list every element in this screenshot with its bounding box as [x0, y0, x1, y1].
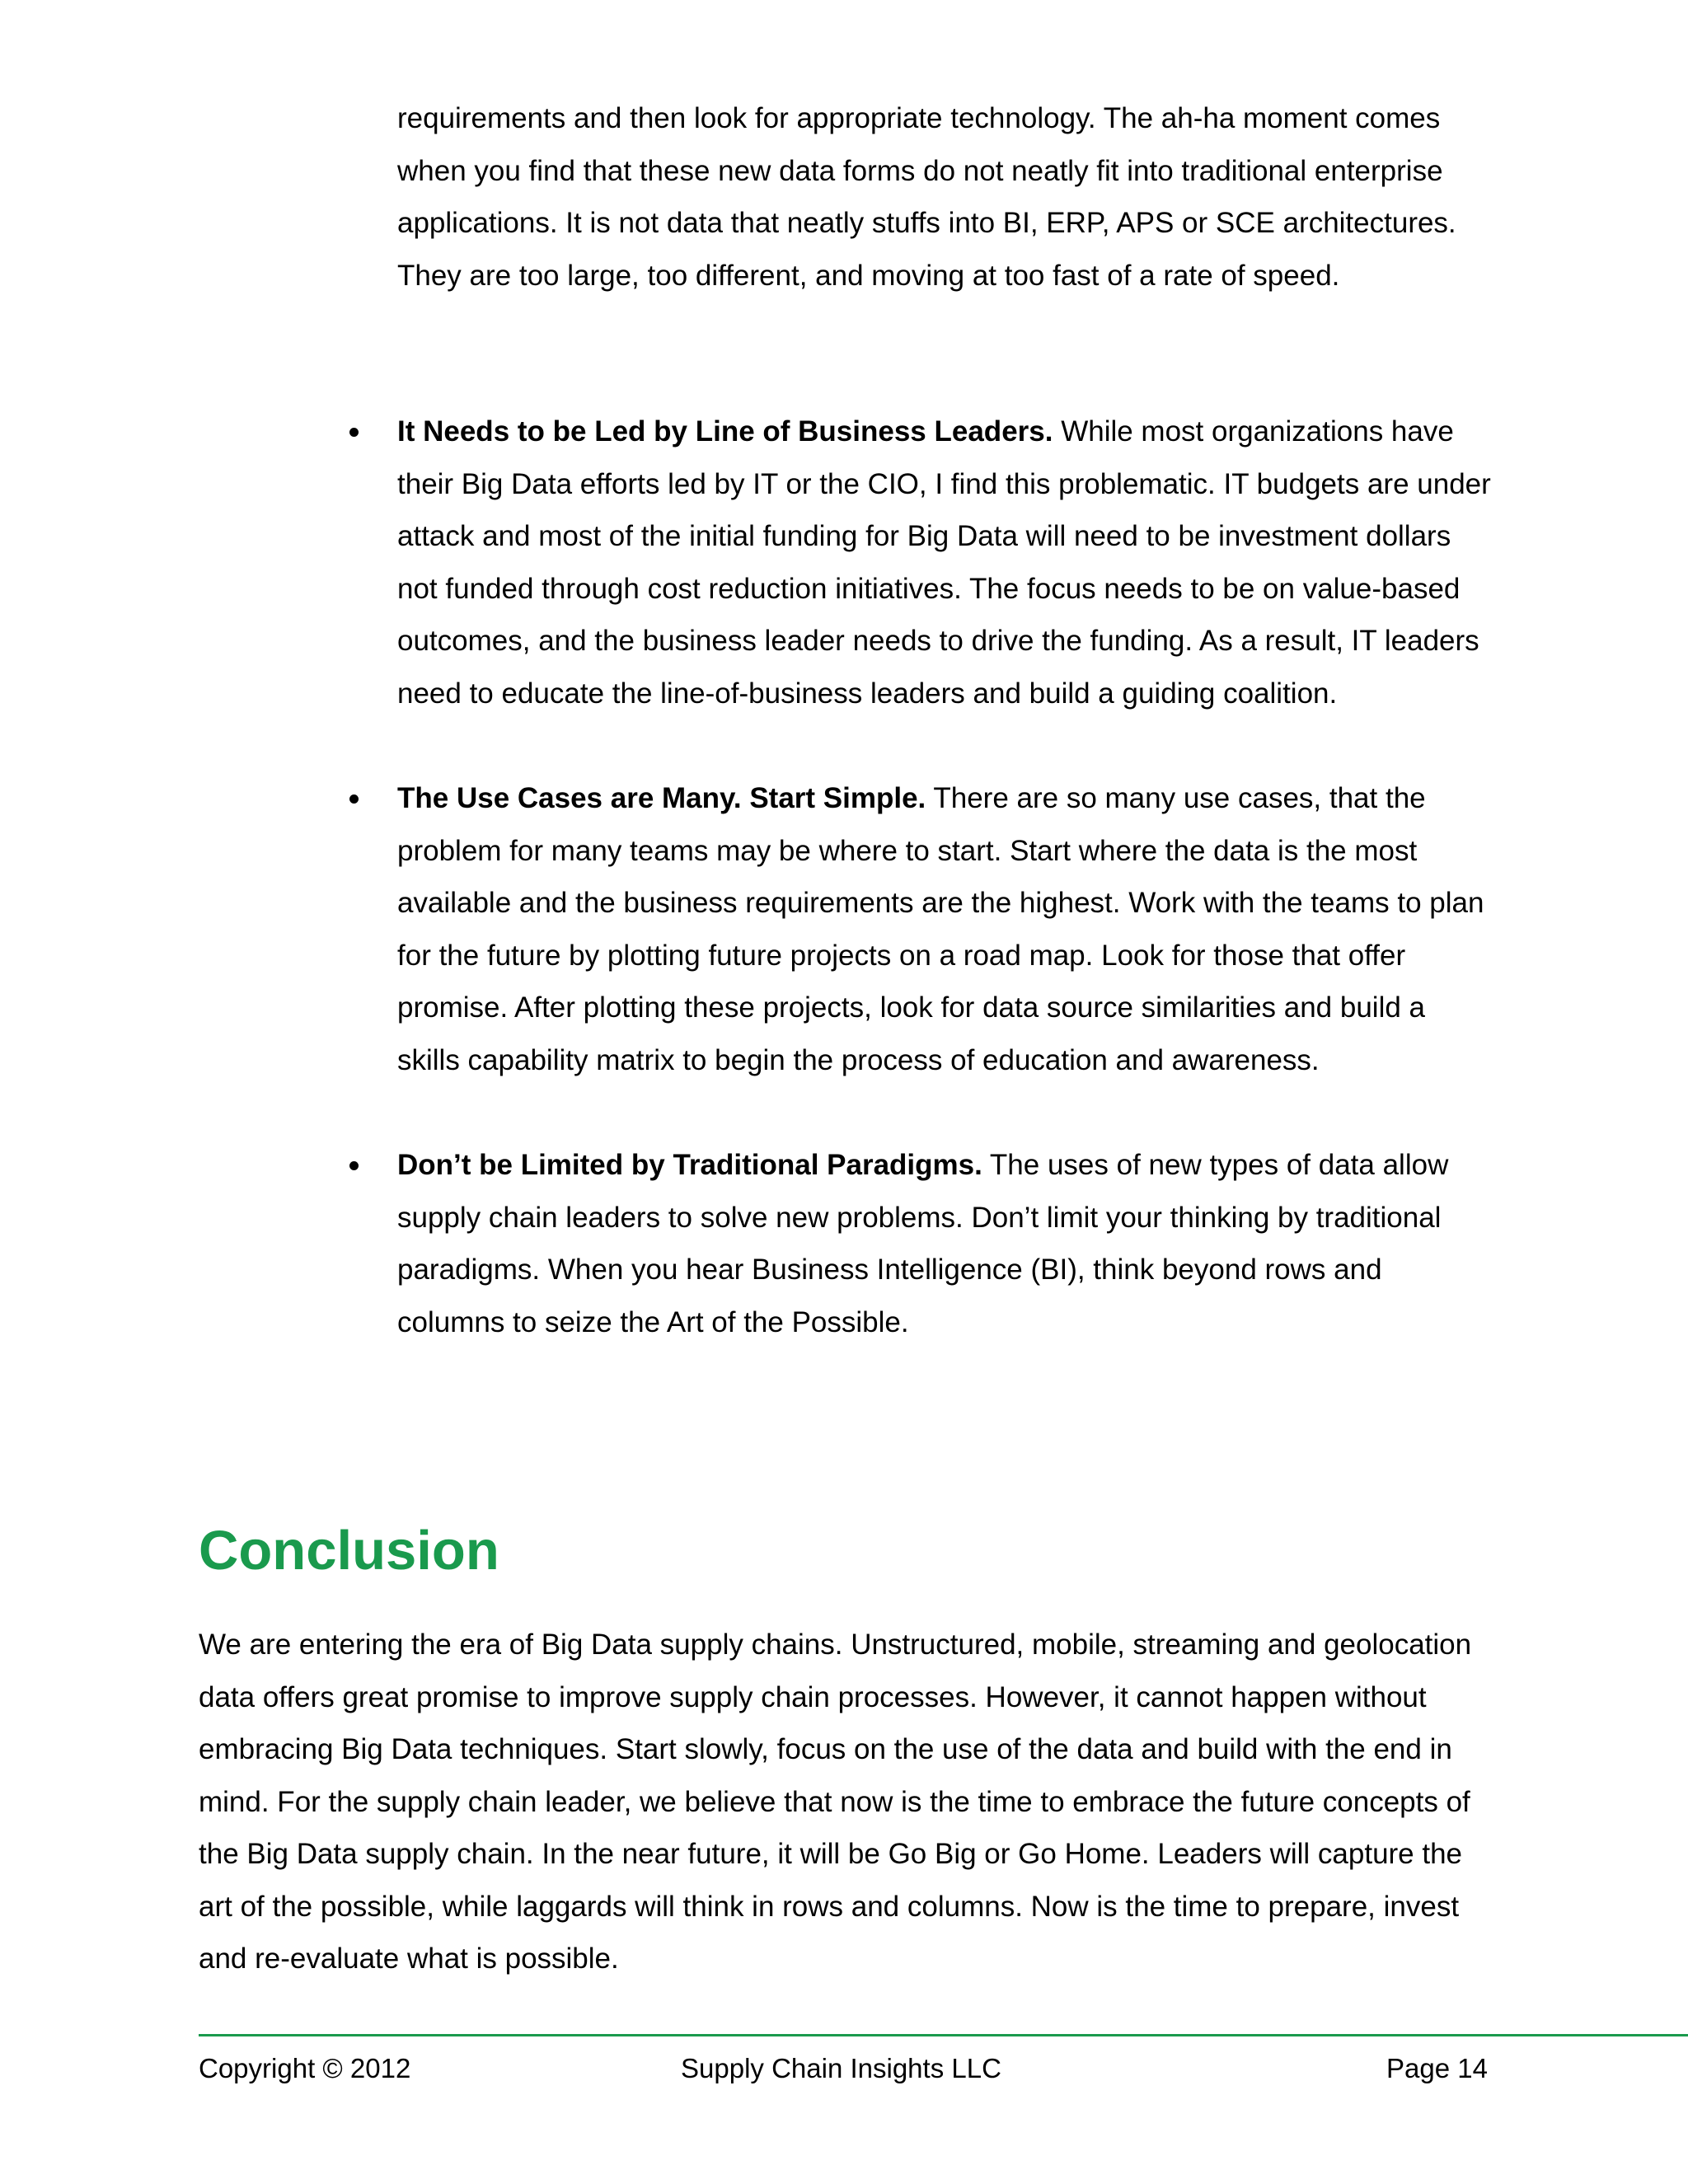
bullet-icon — [349, 428, 359, 437]
section-heading: Conclusion — [199, 1520, 499, 1582]
list-item — [340, 1139, 1493, 1348]
conclusion-paragraph: We are entering the era of Big Data supply chains. Unstructured, mobile, streaming and geolocation data offers great promise to improve supply chain processes. However, it cannot happen without embracing Big Data techniques. Start slowly, focus on the use of the data and build with the end in mind. For the supply chain leader, we believe that now is the time to embrace the future concepts of the Big Data supply chain. In the near future, it will be Go Big or Go Home. Leaders will capture the art of the possible, while laggards will think in rows and columns. Now is the time to prepare, invest and re-evaluate what is possible. — [199, 1629, 1472, 1975]
bullet-title: The Use Cases are Many. Start Simple. — [397, 782, 926, 814]
continuation-paragraph: requirements and then look for appropriate technology. The ah-ha moment comes when you find that these new data forms do not neatly fit into traditional enterprise applications. It is not data that neatly stuffs into BI, ERP, APS or SCE architectures. They are too large, too different, and moving at too fast of a rate of speed. — [397, 102, 1456, 292]
bullet-title: It Needs to be Led by Line of Business Leaders. — [397, 415, 1053, 448]
footer-company: Supply Chain Insights LLC — [681, 2053, 1001, 2083]
footer-copyright: Copyright © 2012 — [199, 2053, 411, 2083]
list-item — [340, 405, 1493, 719]
footer-page-number: Page 14 — [1386, 2053, 1488, 2083]
bullet-list — [340, 405, 1493, 1401]
bullet-icon — [349, 1161, 359, 1170]
footer-divider — [199, 2034, 1688, 2036]
bullet-icon — [349, 794, 359, 804]
bullet-title: Don’t be Limited by Traditional Paradigms. — [397, 1149, 982, 1181]
bullet-text: There are so many use cases, that the problem for many teams may be where to start. Start where the data is the most available and the business requirements are the highest. Work with the teams to plan for the future by plotting future projects on a road map. Look for those that offer promise. After plotting these projects, look for data source similarities and build a skills capability matrix to begin the process of education and awareness. — [397, 782, 1484, 1076]
bullet-text: The uses of new types of data allow supply chain leaders to solve new problems. Don’t limit your thinking by traditional paradigms. When you hear Business Intelligence (BI), think beyond rows and columns to seize the Art of the Possible. — [397, 1149, 1449, 1338]
bullet-text: While most organizations have their Big Data efforts led by IT or the CIO, I find this problematic. IT budgets are under attack and most of the initial funding for Big Data will need to be investment dollars not funded through cost reduction initiatives. The focus needs to be on value-based outcomes, and the business leader needs to drive the funding. As a result, IT leaders need to educate the line-of-business leaders and build a guiding coalition. — [397, 415, 1491, 710]
list-item — [340, 772, 1493, 1086]
